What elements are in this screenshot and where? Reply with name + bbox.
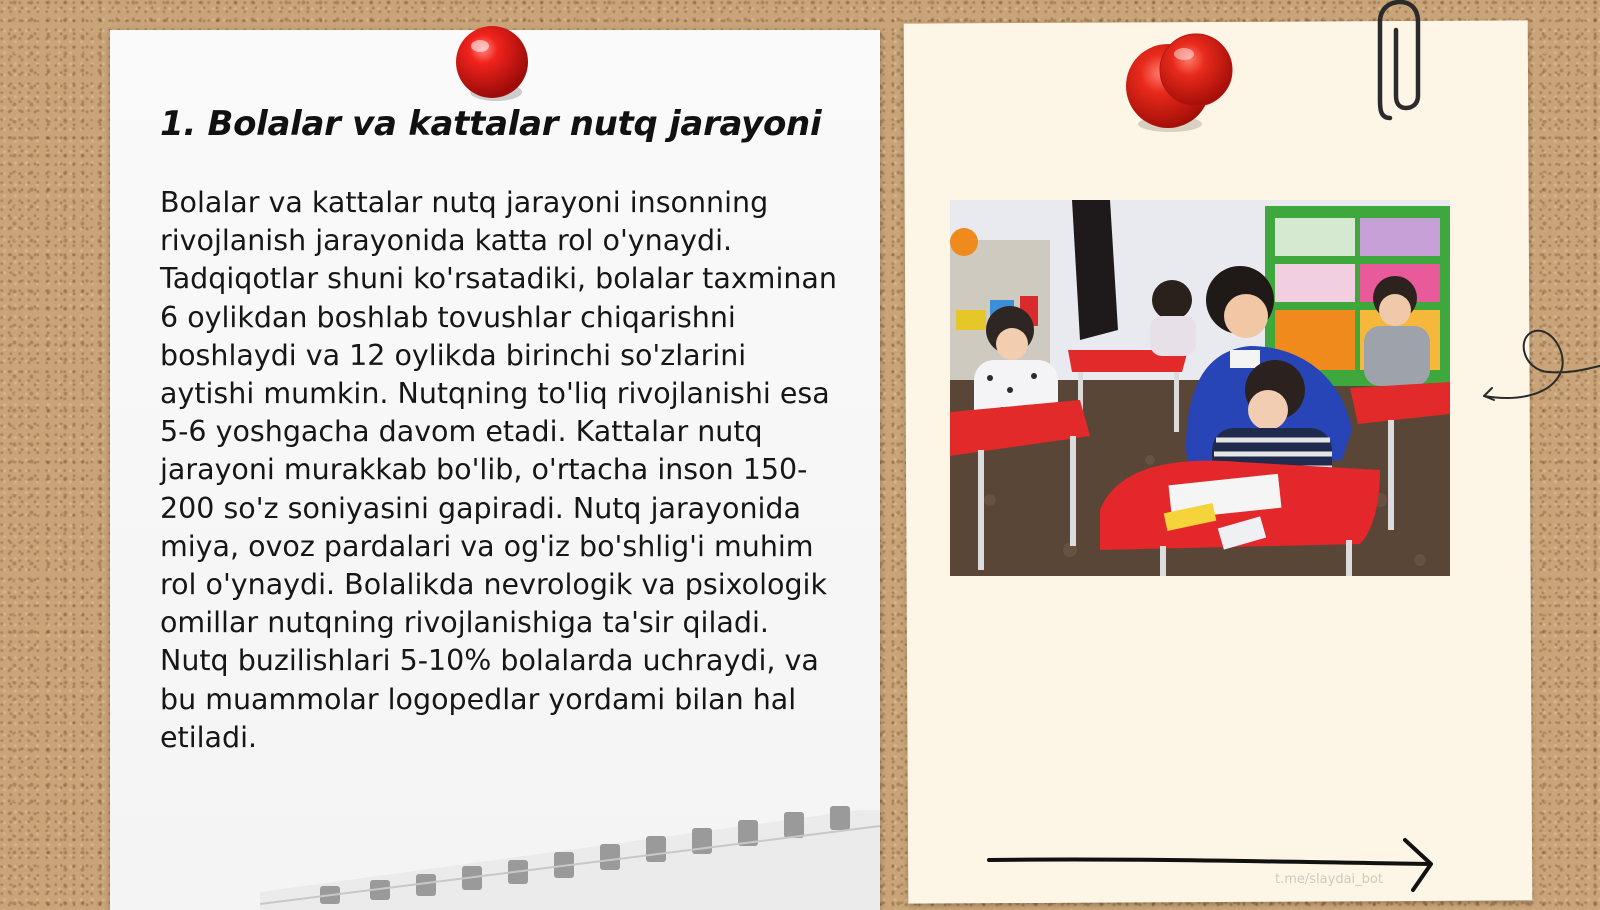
- paperclip-icon: [1376, 0, 1426, 130]
- arrow-right-icon: [985, 836, 1445, 896]
- slide-body-text: Bolalar va kattalar nutq jarayoni insonning rivojlanish jarayonida katta rol o'ynaydi. Tadqiqotlar shuni ko'rsatadiki, bolalar taxminan 6 oylikdan boshlab tovushlar chiqarishni boshlaydi va 12 oylikda birinchi so'zlarini aytishi mumkin. Nutqning to'liq rivojlanishi esa 5-6 yoshgacha davom etadi. Kattalar nutq jarayoni murakkab bo'lib, o'rtacha inson 150-200 so'z soniyasini gapiradi. Nutq jarayonida miya, ovoz pardalari va og'iz bo'shlig'i muhim rol o'ynaydi. Bolalikda nevrologik va psixologik omillar nutqning rivojlanishiga ta'sir qiladi. Nutq buzilishlari 5-10% bolalarda uchraydi, va bu muammolar logopedlar yordami bilan hal etiladi.: [160, 186, 837, 754]
- torn-notebook-edge: [260, 800, 880, 910]
- watermark-text: t.me/slaydai_bot: [1275, 872, 1383, 887]
- slide-title: 1. Bolalar va kattalar nutq jarayoni: [160, 104, 822, 144]
- push-pin-icon: [1120, 28, 1240, 138]
- push-pin-icon: [452, 22, 532, 106]
- classroom-photo: [950, 200, 1450, 576]
- scribble-arrow-icon: [1480, 310, 1600, 410]
- classroom-illustration: [950, 200, 1450, 576]
